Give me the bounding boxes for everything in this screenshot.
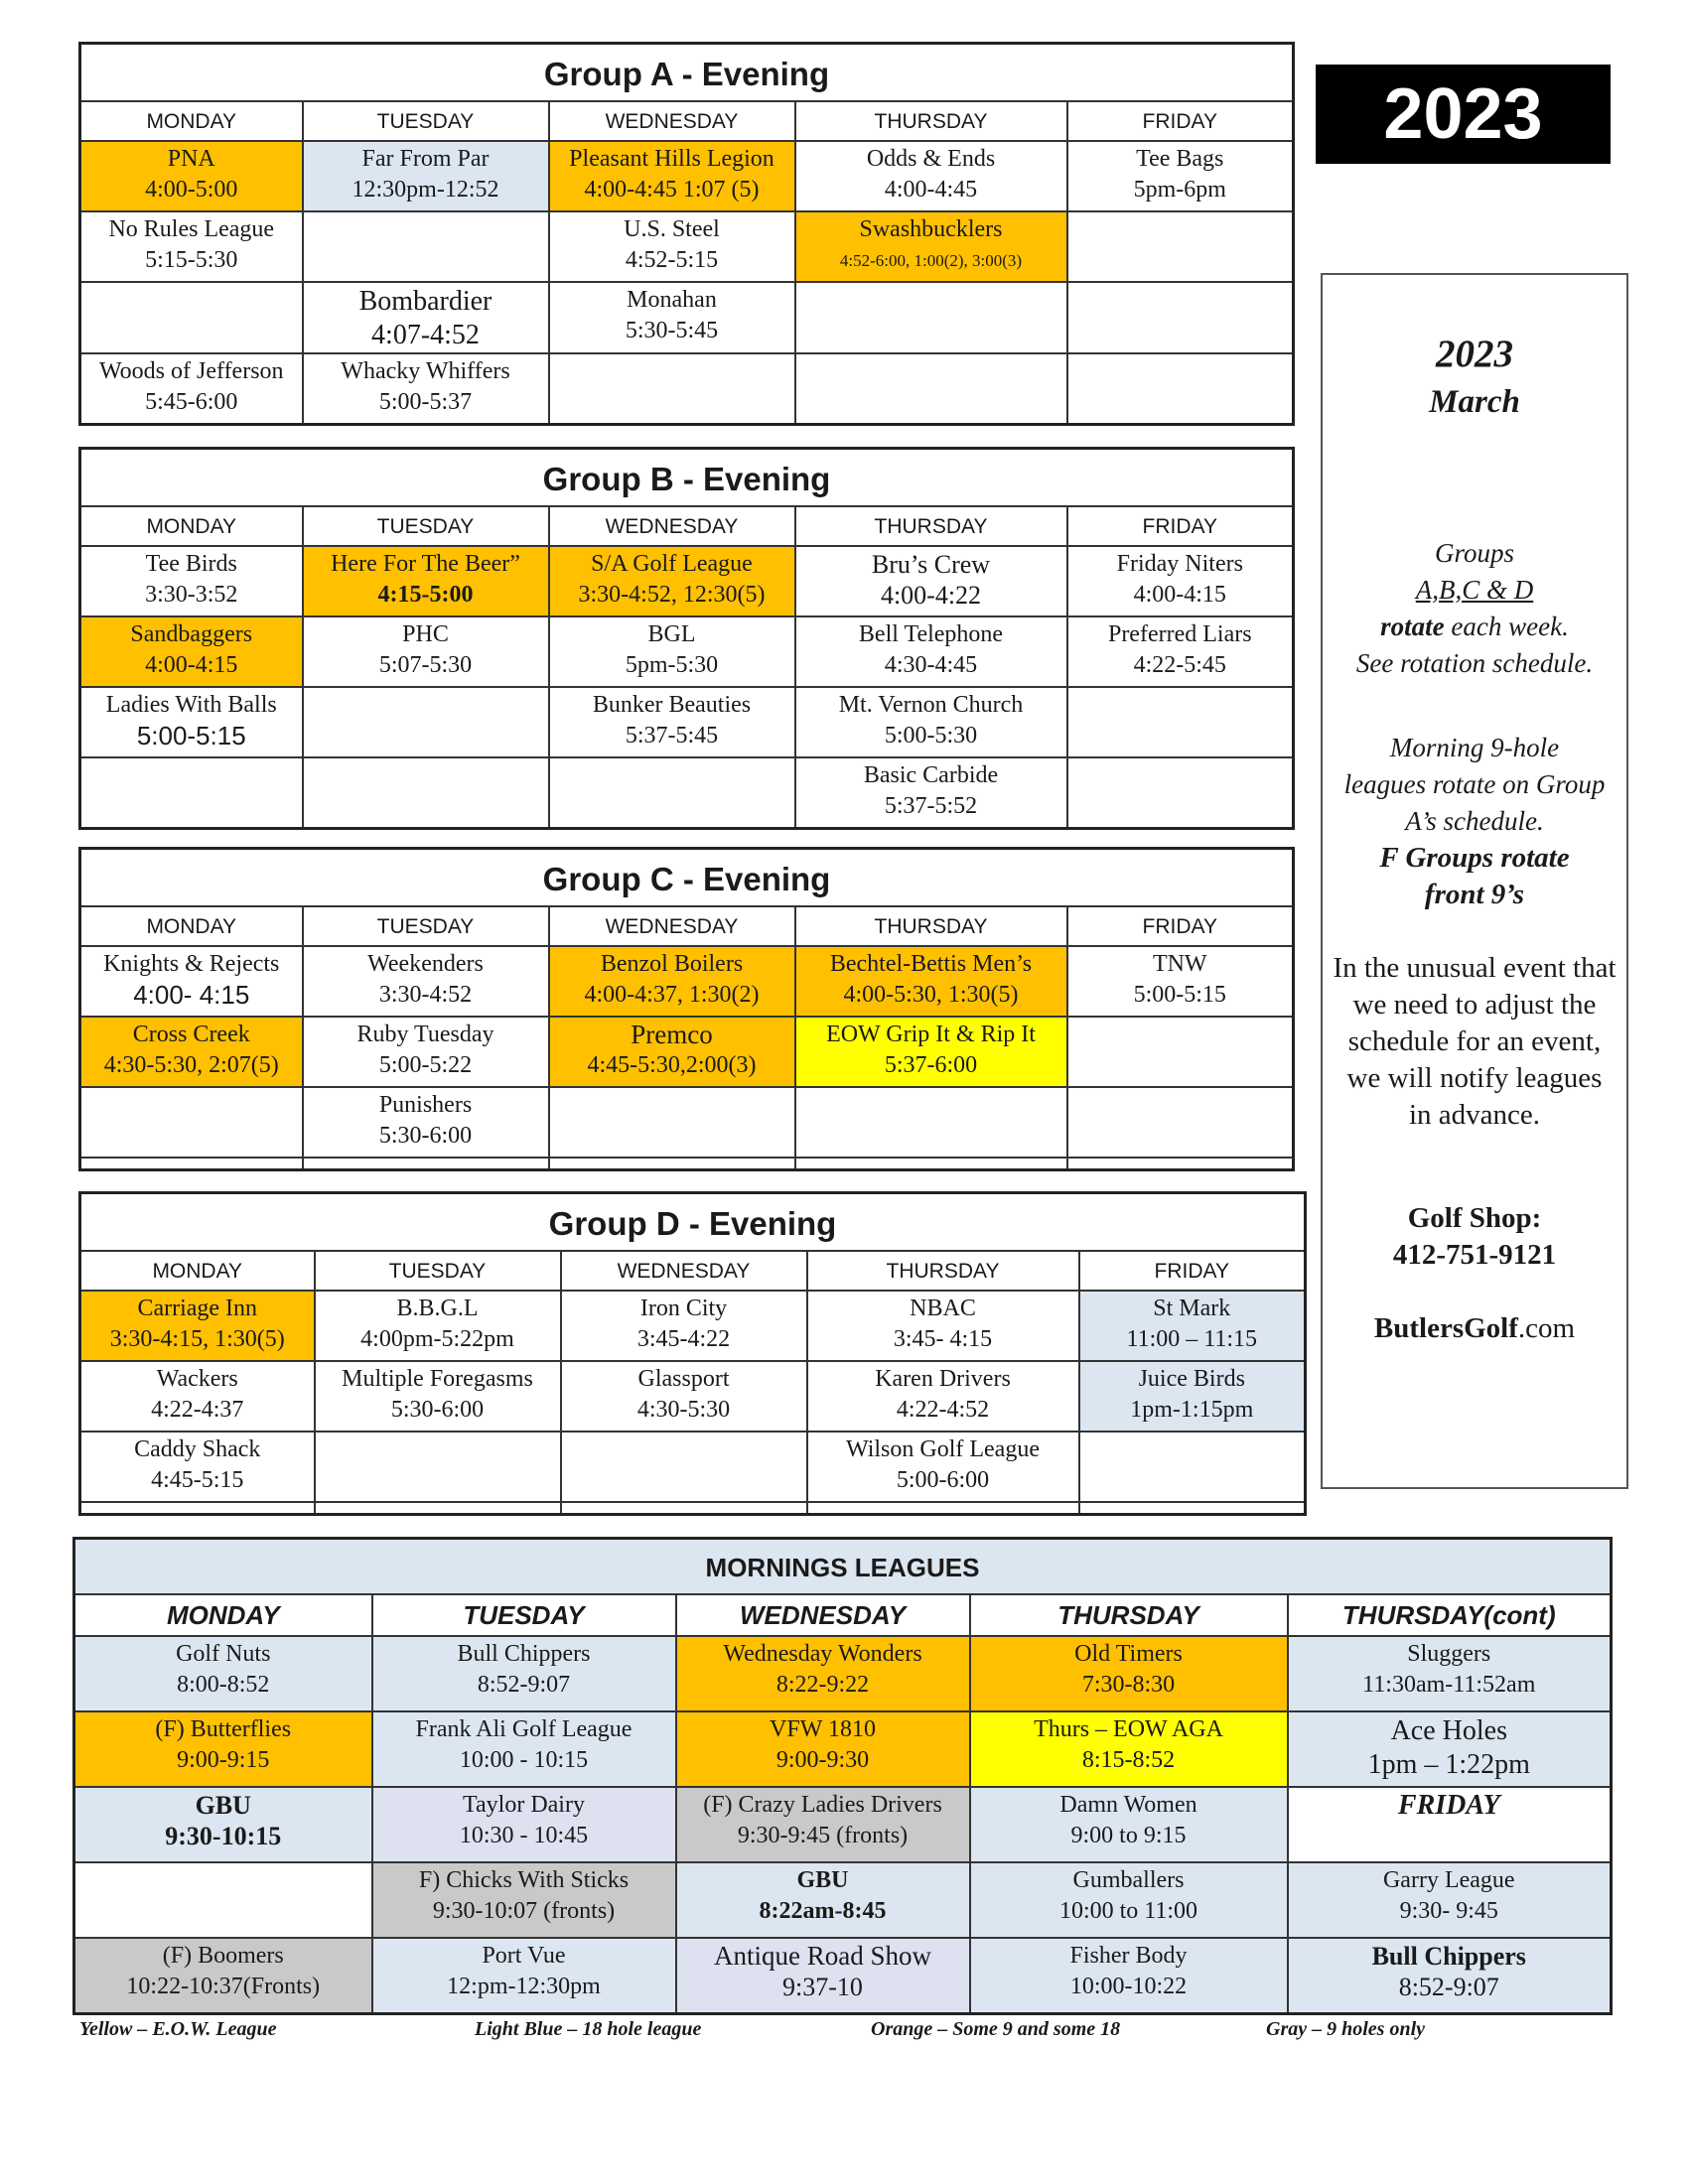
legend-orange: Orange – Some 9 and some 18 bbox=[871, 2018, 1121, 2040]
league-cell bbox=[303, 211, 549, 282]
league-cell bbox=[80, 757, 303, 829]
league-cell: Bull Chippers 8:52-9:07 bbox=[1288, 1938, 1612, 2014]
league-cell bbox=[315, 1432, 561, 1502]
golf-shop-label: Golf Shop: bbox=[1407, 1202, 1542, 1234]
info-sidebar bbox=[1321, 273, 1628, 1489]
golf-shop-phone: 412-751-9121 bbox=[1392, 1239, 1557, 1271]
league-cell bbox=[1067, 687, 1294, 757]
league-cell: Ladies With Balls 5:00-5:15 bbox=[80, 687, 303, 757]
day-header: MONDAY bbox=[80, 101, 303, 141]
league-cell: Knights & Rejects 4:00- 4:15 bbox=[80, 946, 303, 1017]
league-cell: Basic Carbide 5:37-5:52 bbox=[795, 757, 1067, 829]
group-d-table bbox=[78, 1191, 1307, 1516]
league-cell: B.B.G.L 4:00pm-5:22pm bbox=[315, 1291, 561, 1361]
league-cell bbox=[549, 757, 795, 829]
league-cell bbox=[80, 1087, 303, 1158]
league-cell: Frank Ali Golf League 10:00 - 10:15 bbox=[372, 1711, 676, 1787]
day-header: WEDNESDAY bbox=[549, 101, 795, 141]
league-cell: Garry League 9:30- 9:45 bbox=[1288, 1862, 1612, 1938]
league-cell bbox=[303, 757, 549, 829]
sidebar-morning-line: A’s schedule. bbox=[1405, 806, 1544, 836]
league-cell: Benzol Boilers 4:00-4:37, 1:30(2) bbox=[549, 946, 795, 1017]
league-cell: Friday Niters 4:00-4:15 bbox=[1067, 546, 1294, 616]
league-cell: Gumballers 10:00 to 11:00 bbox=[970, 1862, 1288, 1938]
league-cell: GBU 8:22am-8:45 bbox=[676, 1862, 970, 1938]
group-c-title: Group C - Evening bbox=[80, 849, 1294, 907]
league-cell: Swashbucklers 4:52-6:00, 1:00(2), 3:00(3) bbox=[795, 211, 1067, 282]
league-cell: EOW Grip It & Rip It 5:37-6:00 bbox=[795, 1017, 1067, 1087]
league-cell bbox=[303, 687, 549, 757]
sidebar-month: March bbox=[1429, 384, 1520, 420]
sidebar-f-groups: front 9’s bbox=[1424, 879, 1525, 910]
league-cell bbox=[80, 282, 303, 353]
day-header: MONDAY bbox=[80, 1251, 315, 1291]
sidebar-groups-line: Groups bbox=[1434, 538, 1514, 568]
league-cell: Bombardier 4:07-4:52 bbox=[303, 282, 549, 353]
league-cell bbox=[1067, 282, 1294, 353]
league-cell: Pleasant Hills Legion 4:00-4:45 1:07 (5) bbox=[549, 141, 795, 211]
league-cell: Karen Drivers 4:22-4:52 bbox=[807, 1361, 1079, 1432]
league-cell: Carriage Inn 3:30-4:15, 1:30(5) bbox=[80, 1291, 315, 1361]
league-cell: Sandbaggers 4:00-4:15 bbox=[80, 616, 303, 687]
day-header: TUESDAY bbox=[303, 506, 549, 546]
league-cell: Far From Par 12:30pm-12:52 bbox=[303, 141, 549, 211]
league-cell: Bull Chippers 8:52-9:07 bbox=[372, 1636, 676, 1711]
league-cell: Thurs – EOW AGA 8:15-8:52 bbox=[970, 1711, 1288, 1787]
league-cell: Antique Road Show 9:37-10 bbox=[676, 1938, 970, 2014]
day-header: THURSDAY bbox=[807, 1251, 1079, 1291]
league-cell: BGL 5pm-5:30 bbox=[549, 616, 795, 687]
day-header: TUESDAY bbox=[315, 1251, 561, 1291]
league-cell: Monahan 5:30-5:45 bbox=[549, 282, 795, 353]
league-cell: (F) Butterflies 9:00-9:15 bbox=[74, 1711, 372, 1787]
league-cell: F) Chicks With Sticks 9:30-10:07 (fronts) bbox=[372, 1862, 676, 1938]
league-cell: Iron City 3:45-4:22 bbox=[561, 1291, 807, 1361]
league-cell bbox=[1067, 211, 1294, 282]
league-cell bbox=[1067, 757, 1294, 829]
day-header: MONDAY bbox=[74, 1594, 372, 1636]
league-cell: Weekenders 3:30-4:52 bbox=[303, 946, 549, 1017]
day-header: WEDNESDAY bbox=[676, 1594, 970, 1636]
league-cell: Wilson Golf League 5:00-6:00 bbox=[807, 1432, 1079, 1502]
league-cell: Here For The Beer” 4:15-5:00 bbox=[303, 546, 549, 616]
day-header: WEDNESDAY bbox=[549, 506, 795, 546]
league-cell bbox=[561, 1432, 807, 1502]
league-cell: Ruby Tuesday 5:00-5:22 bbox=[303, 1017, 549, 1087]
day-header: MONDAY bbox=[80, 506, 303, 546]
day-header: TUESDAY bbox=[303, 101, 549, 141]
league-cell: Damn Women 9:00 to 9:15 bbox=[970, 1787, 1288, 1862]
league-cell: St Mark 11:00 – 11:15 bbox=[1079, 1291, 1306, 1361]
day-header: FRIDAY bbox=[1079, 1251, 1306, 1291]
league-cell: No Rules League 5:15-5:30 bbox=[80, 211, 303, 282]
league-cell: Old Timers 7:30-8:30 bbox=[970, 1636, 1288, 1711]
day-header: MONDAY bbox=[80, 906, 303, 946]
league-cell: NBAC 3:45- 4:15 bbox=[807, 1291, 1079, 1361]
league-cell: Cross Creek 4:30-5:30, 2:07(5) bbox=[80, 1017, 303, 1087]
league-cell: Bell Telephone 4:30-4:45 bbox=[795, 616, 1067, 687]
sidebar-morning-line: leagues rotate on Group bbox=[1343, 769, 1606, 799]
league-cell: VFW 1810 9:00-9:30 bbox=[676, 1711, 970, 1787]
league-cell: Taylor Dairy 10:30 - 10:45 bbox=[372, 1787, 676, 1862]
day-header: FRIDAY bbox=[1067, 101, 1294, 141]
league-cell: Odds & Ends 4:00-4:45 bbox=[795, 141, 1067, 211]
league-cell: Golf Nuts 8:00-8:52 bbox=[74, 1636, 372, 1711]
league-cell: Multiple Foregasms 5:30-6:00 bbox=[315, 1361, 561, 1432]
league-cell: Preferred Liars 4:22-5:45 bbox=[1067, 616, 1294, 687]
legend-light-blue: Light Blue – 18 hole league bbox=[475, 2018, 702, 2040]
sidebar-notice: In the unusual event that we need to adjust the schedule for an event, we will notify leagues in advance. bbox=[1333, 952, 1617, 1131]
day-header: THURSDAY bbox=[795, 101, 1067, 141]
day-header: THURSDAY bbox=[970, 1594, 1288, 1636]
group-a-title: Group A - Evening bbox=[80, 44, 1294, 102]
league-cell: Port Vue 12:pm-12:30pm bbox=[372, 1938, 676, 2014]
league-cell bbox=[549, 1087, 795, 1158]
website-link[interactable]: ButlersGolf.com bbox=[1373, 1312, 1576, 1344]
league-cell: U.S. Steel 4:52-5:15 bbox=[549, 211, 795, 282]
league-cell: Mt. Vernon Church 5:00-5:30 bbox=[795, 687, 1067, 757]
league-cell bbox=[1079, 1432, 1306, 1502]
sidebar-see-rotation: See rotation schedule. bbox=[1355, 648, 1594, 678]
league-cell bbox=[1067, 1017, 1294, 1087]
day-header: TUESDAY bbox=[303, 906, 549, 946]
day-header: THURSDAY bbox=[795, 506, 1067, 546]
league-cell: Tee Bags 5pm-6pm bbox=[1067, 141, 1294, 211]
league-cell bbox=[74, 1862, 372, 1938]
league-cell: FRIDAY bbox=[1288, 1787, 1612, 1862]
league-cell: PHC 5:07-5:30 bbox=[303, 616, 549, 687]
sidebar-f-groups: F Groups rotate bbox=[1379, 842, 1570, 874]
group-a-table bbox=[78, 42, 1295, 426]
sidebar-year: 2023 bbox=[1436, 333, 1513, 375]
league-cell: Punishers 5:30-6:00 bbox=[303, 1087, 549, 1158]
mornings-title: MORNINGS LEAGUES bbox=[74, 1539, 1612, 1595]
league-cell bbox=[1067, 1087, 1294, 1158]
league-cell: Woods of Jefferson 5:45-6:00 bbox=[80, 353, 303, 425]
group-d-title: Group D - Evening bbox=[80, 1193, 1306, 1252]
league-cell: Bru’s Crew 4:00-4:22 bbox=[795, 546, 1067, 616]
day-header: FRIDAY bbox=[1067, 906, 1294, 946]
league-cell bbox=[1067, 353, 1294, 425]
league-cell: Fisher Body 10:00-10:22 bbox=[970, 1938, 1288, 2014]
league-cell: Ace Holes 1pm – 1:22pm bbox=[1288, 1711, 1612, 1787]
year-badge: 2023 bbox=[1316, 65, 1611, 164]
legend-yellow: Yellow – E.O.W. League bbox=[79, 2018, 277, 2040]
league-cell: PNA 4:00-5:00 bbox=[80, 141, 303, 211]
day-header: THURSDAY bbox=[795, 906, 1067, 946]
league-cell: GBU 9:30-10:15 bbox=[74, 1787, 372, 1862]
day-header: WEDNESDAY bbox=[549, 906, 795, 946]
league-cell: Tee Birds 3:30-3:52 bbox=[80, 546, 303, 616]
league-cell: Caddy Shack 4:45-5:15 bbox=[80, 1432, 315, 1502]
group-b-table bbox=[78, 447, 1295, 830]
league-cell: (F) Crazy Ladies Drivers 9:30-9:45 (fronts) bbox=[676, 1787, 970, 1862]
league-cell bbox=[795, 282, 1067, 353]
league-cell: Wednesday Wonders 8:22-9:22 bbox=[676, 1636, 970, 1711]
group-c-table bbox=[78, 847, 1295, 1171]
day-header: TUESDAY bbox=[372, 1594, 676, 1636]
league-cell: S/A Golf League 3:30-4:52, 12:30(5) bbox=[549, 546, 795, 616]
league-cell bbox=[795, 353, 1067, 425]
league-cell: Bechtel-Bettis Men’s 4:00-5:30, 1:30(5) bbox=[795, 946, 1067, 1017]
league-cell: Juice Birds 1pm-1:15pm bbox=[1079, 1361, 1306, 1432]
sidebar-morning-line: Morning 9-hole bbox=[1389, 733, 1560, 762]
sidebar-groups-list: A,B,C & D bbox=[1415, 575, 1534, 605]
day-header: FRIDAY bbox=[1067, 506, 1294, 546]
legend-gray: Gray – 9 holes only bbox=[1266, 2018, 1425, 2040]
league-cell: TNW 5:00-5:15 bbox=[1067, 946, 1294, 1017]
day-header: THURSDAY(cont) bbox=[1288, 1594, 1612, 1636]
league-cell: Sluggers 11:30am-11:52am bbox=[1288, 1636, 1612, 1711]
league-cell bbox=[795, 1087, 1067, 1158]
league-cell: Glassport 4:30-5:30 bbox=[561, 1361, 807, 1432]
league-cell: Bunker Beauties 5:37-5:45 bbox=[549, 687, 795, 757]
day-header: WEDNESDAY bbox=[561, 1251, 807, 1291]
league-cell: Whacky Whiffers 5:00-5:37 bbox=[303, 353, 549, 425]
league-cell bbox=[549, 353, 795, 425]
league-cell: Wackers 4:22-4:37 bbox=[80, 1361, 315, 1432]
league-cell: (F) Boomers 10:22-10:37(Fronts) bbox=[74, 1938, 372, 2014]
mornings-table bbox=[72, 1537, 1613, 2015]
league-cell: Premco 4:45-5:30,2:00(3) bbox=[549, 1017, 795, 1087]
group-b-title: Group B - Evening bbox=[80, 449, 1294, 507]
sidebar-rotate-line: rotate each week. bbox=[1380, 612, 1569, 641]
